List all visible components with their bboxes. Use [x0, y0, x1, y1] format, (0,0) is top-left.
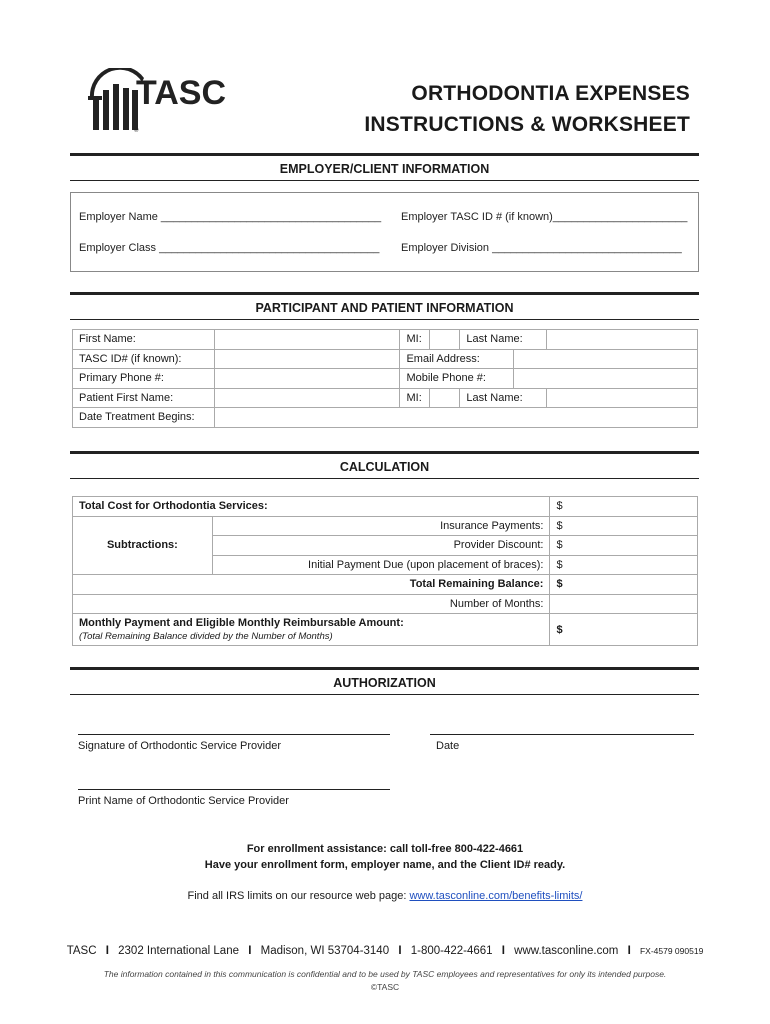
insurance-label: Insurance Payments: [212, 516, 550, 536]
footer-company: TASC [66, 945, 97, 957]
table-row [73, 369, 698, 389]
participant-table [72, 329, 698, 428]
initial-payment-input[interactable]: $ [550, 555, 698, 575]
employer-section-header: EMPLOYER/CLIENT INFORMATION [70, 153, 699, 181]
initial-payment-label: Initial Payment Due (upon placement of braces): [212, 555, 550, 575]
email-label: Email Address: [400, 349, 514, 369]
date-label: Date [436, 740, 460, 752]
num-months-label: Number of Months: [73, 594, 550, 614]
irs-limits-link[interactable]: www.tasconline.com/benefits-limits/ [409, 890, 583, 902]
patient-first-name-label: Patient First Name: [73, 388, 215, 408]
total-remaining-input[interactable]: $ [550, 575, 698, 595]
irs-limits-line: Find all IRS limits on our resource web page: www.tasconline.com/benefits-limits/ [187, 890, 583, 902]
provider-discount-label: Provider Discount: [212, 536, 550, 556]
primary-phone-input[interactable] [214, 369, 400, 389]
table-row [73, 516, 698, 536]
print-name-line[interactable] [78, 789, 390, 790]
calculation-section-header: CALCULATION [70, 451, 699, 479]
employer-tasc-id-field[interactable]: Employer TASC ID # (if known)______________________ [401, 211, 688, 223]
patient-mi-input[interactable] [430, 388, 460, 408]
signature-line[interactable] [78, 734, 390, 735]
insurance-input[interactable]: $ [550, 516, 698, 536]
employer-info-box [70, 192, 699, 272]
table-row [73, 408, 698, 428]
footer-address: 2302 International Lane [118, 945, 239, 957]
provider-discount-input[interactable]: $ [550, 536, 698, 556]
last-name-label: Last Name: [460, 330, 547, 350]
subtractions-label: Subtractions: [73, 516, 213, 575]
patient-last-name-input[interactable] [547, 388, 698, 408]
first-name-input[interactable] [214, 330, 374, 350]
email-input[interactable] [514, 349, 698, 369]
tasc-logo-icon [84, 68, 244, 134]
table-row [73, 349, 698, 369]
patient-last-name-label: Last Name: [460, 388, 547, 408]
employer-division-field[interactable]: Employer Division _______________________________ [401, 242, 682, 254]
first-name-label: First Name: [73, 330, 215, 350]
primary-phone-label: Primary Phone #: [73, 369, 215, 389]
tasc-logo [84, 68, 244, 134]
footer-website[interactable]: www.tasconline.com [514, 945, 619, 957]
footer-phone: 1-800-422-4661 [410, 945, 493, 957]
svg-text:TASC: TASC [136, 74, 227, 112]
page-title: ORTHODONTIA EXPENSES INSTRUCTIONS & WORKSHEET [364, 82, 690, 136]
mi-input[interactable] [430, 330, 460, 350]
monthly-payment-label: Monthly Payment and Eligible Monthly Reimbursable Amount: (Total Remaining Balance divided by the Number of Months) [73, 614, 550, 646]
table-row [73, 594, 698, 614]
employer-name-field[interactable]: Employer Name ____________________________________ [79, 211, 382, 223]
disclaimer: The information contained in this communication is confidential and to be used by TASC employees and representatives for only its intended purpose. [103, 969, 667, 979]
monthly-payment-input[interactable]: $ [550, 614, 698, 646]
table-row [73, 575, 698, 595]
monthly-payment-note: (Total Remaining Balance divided by the Number of Months) [79, 630, 333, 642]
mobile-phone-label: Mobile Phone #: [400, 369, 514, 389]
total-cost-input[interactable]: $ [550, 497, 698, 517]
svg-text:®: ® [134, 128, 139, 134]
calculation-table [72, 496, 698, 646]
table-row [73, 614, 698, 646]
patient-mi-label: MI: [400, 388, 430, 408]
tasc-id-input[interactable] [214, 349, 400, 369]
patient-first-name-input[interactable] [214, 388, 400, 408]
participant-section-header: PARTICIPANT AND PATIENT INFORMATION [70, 292, 699, 320]
enrollment-ready-note: Have your enrollment form, employer name, and the Client ID# ready. [204, 859, 566, 871]
table-row [73, 330, 698, 350]
authorization-section-header: AUTHORIZATION [70, 667, 699, 695]
total-remaining-label: Total Remaining Balance: [73, 575, 550, 595]
tasc-id-label: TASC ID# (if known): [73, 349, 215, 369]
footer-city: Madison, WI 53704-3140 [260, 945, 390, 957]
copyright: ©TASC [370, 982, 400, 992]
employer-class-field[interactable]: Employer Class ____________________________________ [79, 242, 380, 254]
table-row [73, 497, 698, 517]
total-cost-label: Total Cost for Orthodontia Services: [73, 497, 550, 517]
table-row [73, 388, 698, 408]
date-line[interactable] [430, 734, 694, 735]
mi-label: MI: [400, 330, 430, 350]
date-treatment-label: Date Treatment Begins: [73, 408, 215, 428]
mobile-phone-input[interactable] [514, 369, 698, 389]
num-months-input[interactable] [550, 594, 698, 614]
last-name-input[interactable] [547, 330, 698, 350]
signature-label: Signature of Orthodontic Service Provider [78, 740, 281, 752]
print-name-label: Print Name of Orthodontic Service Provider [78, 795, 289, 807]
footer-contact: TASC I 2302 International Lane I Madison, WI 53704-3140 I 1-800-422-4661 I www.tasconline.com I FX-4579 090519 [66, 945, 704, 957]
footer-form-code: FX-4579 090519 [639, 946, 704, 956]
enrollment-assistance: For enrollment assistance: call toll-free 800-422-4661 [246, 843, 524, 855]
date-treatment-input[interactable] [214, 408, 697, 428]
